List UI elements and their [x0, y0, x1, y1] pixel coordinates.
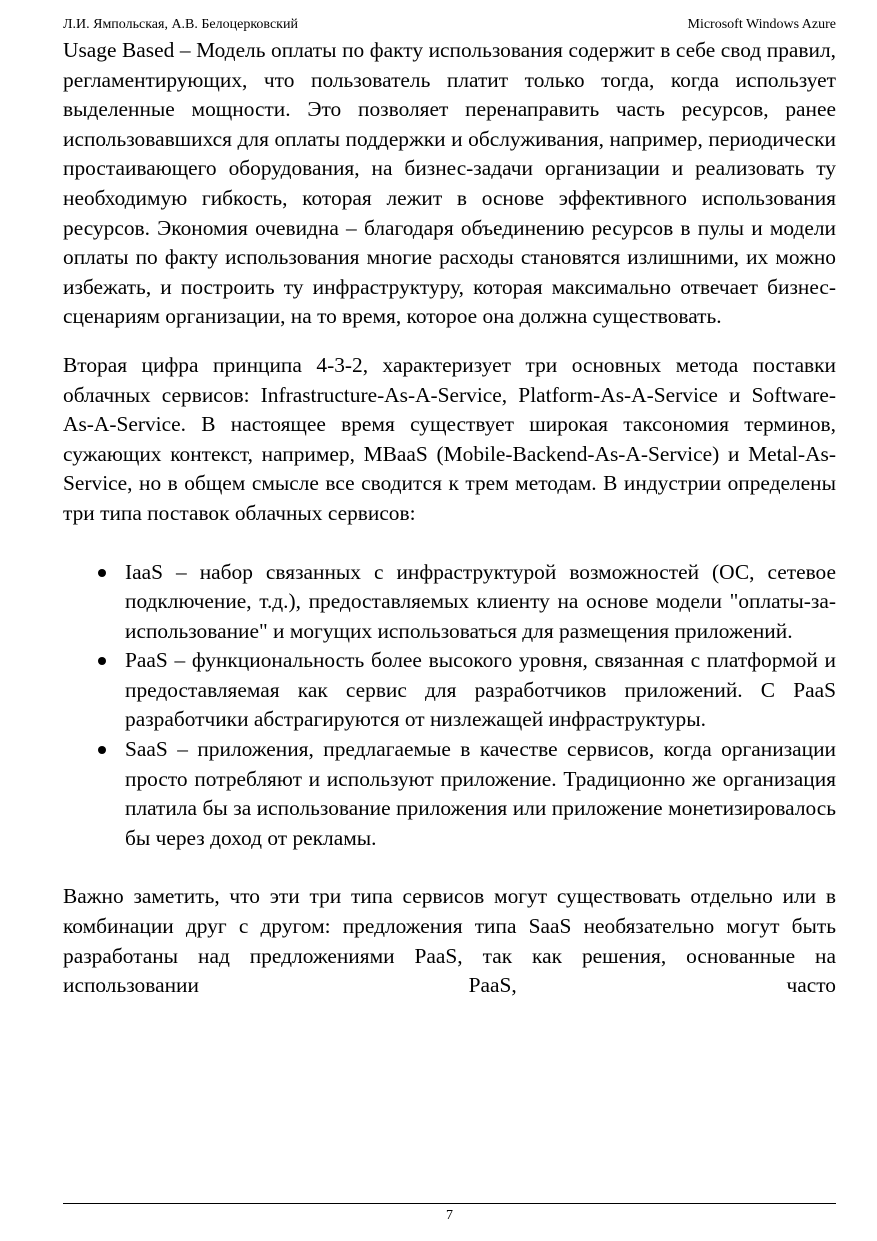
service-types-list: [63, 558, 836, 854]
list-item-iaas: [125, 558, 836, 647]
list-item-text: IaaS – набор связанных с инфраструктурой возможностей (ОС, сетевое подключение, т.д.), предоставляемых клиенту на основе модели "оплаты-за-использование" и могущих использоваться для размещения приложений.: [125, 559, 836, 643]
bullet-icon: [98, 569, 106, 577]
footer-divider: [63, 1203, 836, 1204]
list-item-paas: [125, 646, 836, 735]
header-authors: Л.И. Ямпольская, А.В. Белоцерковский: [63, 17, 298, 32]
bullet-icon: [98, 657, 106, 665]
list-item-text: SaaS – приложения, предлагаемые в качестве сервисов, когда организации просто потребляют и используют приложение. Традиционно же организация платила бы за использование приложения или приложение монетизировалось бы через доход от рекламы.: [125, 737, 836, 850]
list-item-text: PaaS – функциональность более высокого уровня, связанная с платформой и предоставляемая как сервис для разработчиков приложений. С PaaS разработчики абстрагируются от низлежащей инфраструктуры.: [125, 648, 836, 732]
page-number: 7: [446, 1208, 453, 1223]
header-title: Microsoft Windows Azure: [687, 17, 836, 32]
body-text: [63, 36, 836, 1001]
list-item-saas: [125, 735, 836, 853]
paragraph-combination: Важно заметить, что эти три типа сервисов могут существовать отдельно или в комбинации друг с другом: предложения типа SaaS необязательно могут быть разработаны над предложениями PaaS, так как решения, основанные на использовании PaaS, часто: [63, 884, 836, 998]
paragraph-usage-based: Usage Based – Модель оплаты по факту использования содержит в себе свод правил, регламентирующих, что пользователь платит только тогда, когда использует выделенные мощности. Это позволяет перенаправить часть ресурсов, ранее использовавшихся для оплаты поддержки и обслуживания, например, периодически простаивающего оборудования, на бизнес-задачи организации и реализовать ту необходимую гибкость, которая лежит в основе эффективного использования ресурсов. Экономия очевидна – благодаря объединению ресурсов в пулы и модели оплаты по факту использования многие расходы становятся излишними, их можно избежать, и построить ту инфраструктуру, которая максимально отвечает бизнес-сценариям организации, на то время, которое она должна существовать.: [63, 38, 836, 329]
paragraph-delivery-methods: Вторая цифра принципа 4-3-2, характеризует три основных метода поставки облачных сервисов: Infrastructure-As-A-Service, Platform-As-A-Service и Software-As-A-Service. В настоящее время существует широкая таксономия терминов, сужающих контекст, например, MBaaS (Mobile-Backend-As-A-Service) и Metal-As-Service, но в общем смысле все сводится к трем методам. В индустрии определены три типа поставок облачных сервисов:: [63, 352, 836, 525]
bullet-icon: [98, 746, 106, 754]
